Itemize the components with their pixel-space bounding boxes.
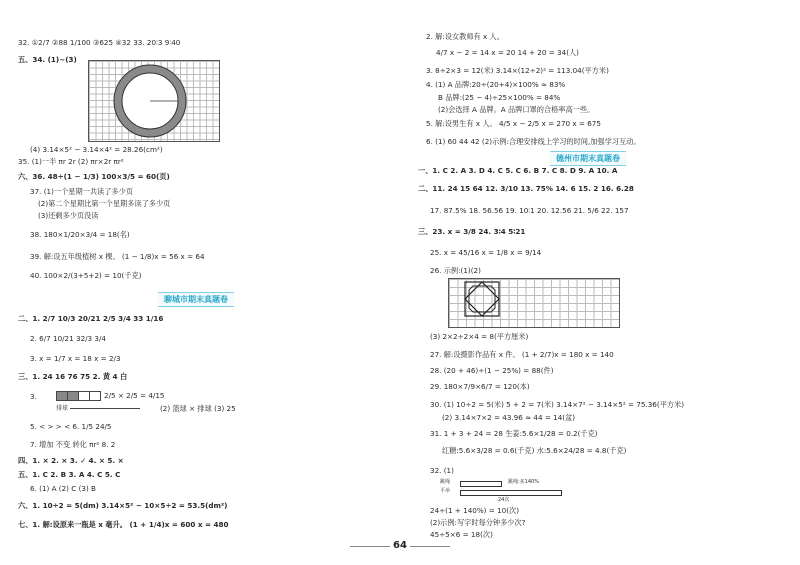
diagram-ballname: 排球 [56, 405, 69, 412]
r-q27: 27. 解:设摄影作品有 x 件。 (1 + 2/7)x = 180 x = 140 [430, 350, 614, 359]
section-five-q34: 五、34. (1)~(3) [18, 55, 77, 64]
r-q28: 28. (20 + 46)÷(1 − 25%) = 88(件) [430, 366, 554, 375]
sec7: 七、1. 解:设原来一瓶是 x 毫升。 (1 + 1/4)x = 600 x = 480 [18, 520, 229, 529]
sec6: 六、1. 10÷2 = 5(dm) 3.14×5² − 10×5÷2 = 53.5(dm²) [18, 501, 228, 510]
r-q6: 6. (1) 60 44 42 (2)示例:合理安排线上学习的时间,加强学习互动。 [426, 137, 641, 146]
inner-diamond [465, 282, 499, 316]
r-q31: 31. 1 + 3 + 24 = 28 生姜:5.6×1/28 = 0.2(千克) [430, 429, 598, 438]
r-q32-3: 45÷5×6 = 18(次) [430, 530, 493, 539]
r-q32-1: 24÷(1 + 140%) = 10(次) [430, 506, 520, 515]
r-q5: 5. 解:设男生有 x 人。 4/5 x − 2/5 x = 270 x = 675 [426, 119, 601, 128]
q40: 40. 100×2/(3+5+2) = 10(千克) [30, 271, 142, 280]
annulus-figure [88, 60, 218, 140]
r-q30-1: 30. (1) 10÷2 = 5(米) 5 + 2 = 7(米) 3.14×7² − 3.14×5² = 75.36(平方米) [430, 400, 685, 409]
r-q32-2: (2)示例:写字时每分钟多少次? [430, 518, 526, 527]
bar-label-1: 跳绳 [440, 479, 451, 485]
r-q29: 29. 180×7/9×6/7 = 120(本) [430, 382, 530, 391]
bar-top-label: 跳绳:多140% [508, 479, 539, 485]
r-sec2b: 17. 87.5% 18. 56.56 19. 10∶1 20. 12.56 21. 5/6 22. 157 [430, 206, 629, 215]
r-q4-b: B 品牌:(25 − 4)÷25×100% = 84% [438, 93, 561, 102]
sec3-q3-ans: (2) 篮球 × 排球 (3) 25 [160, 404, 236, 413]
fill-box-4 [89, 391, 101, 401]
r-q4-1: 4. (1) A 品牌:20÷(20+4)×100% ≈ 83% [426, 80, 566, 89]
page-number: 64 [393, 540, 407, 551]
sec2-q3: 3. x = 1/7 x = 18 x = 2/3 [30, 354, 121, 363]
r-sec3: 三、23. x = 3/8 24. 3∶4 5∶21 [418, 227, 526, 236]
q38: 38. 180×1/20×3/4 = 18(名) [30, 230, 130, 239]
q35: 35. (1)一半 πr 2r (2) πr×2r πr² [18, 157, 124, 166]
r-q2-eq: 4/7 x − 2 = 14 x = 20 14 + 20 = 34(人) [436, 48, 579, 57]
sec2-q1: 二、1. 2/7 10/3 20/21 2/5 3/4 33 1/16 [18, 314, 164, 323]
bar-label-2: 平举 [440, 488, 451, 494]
r-sec2: 二、11. 24 15 64 12. 3/10 13. 75% 14. 6 15. 2 16. 6.28 [418, 184, 634, 193]
r-q3: 3. 8÷2×3 = 12(米) 3.14×(12÷2)² = 113.04(平方米) [426, 66, 609, 75]
q37-1: 37. (1)一个星期一共读了多少页 [30, 187, 133, 196]
sec2-q2: 2. 6/7 10/21 32/3 3/4 [30, 334, 106, 343]
sec3-q5-6: 5. < > > < 6. 1/5 24/5 [30, 422, 112, 431]
q39: 39. 解:设五年级植树 x 棵。 (1 − 1/8)x = 56 x = 64 [30, 252, 205, 261]
r-q26-3: (3) 2×2÷2×4 = 8(平方厘米) [430, 332, 529, 341]
q32-33: 32. ①2/7 ②88 1/100 ③625 ④32 33. 20∶3 9∶40 [18, 38, 181, 47]
r-sec1: 一、1. C 2. A 3. D 4. C 5. C 6. B 7. C 8. D 9. A 10. A [418, 166, 618, 175]
q37-2: (2)第二个星期比第一个星期多读了多少页 [38, 199, 171, 208]
octagon-figure [448, 278, 618, 326]
octagon-shape [469, 286, 495, 312]
sec5: 五、1. C 2. B 3. A 4. C 5. C [18, 470, 121, 479]
r-q26: 26. 示例:(1)(2) [430, 266, 481, 275]
sec5-q6: 6. (1) A (2) C (3) B [30, 484, 96, 493]
r-q4-2: (2)会选择 A 品牌。A 品牌口罩的合格率高一些。 [438, 105, 595, 114]
right-column [400, 0, 800, 565]
bar-1 [460, 481, 502, 487]
q34-4: (4) 3.14×5² − 3.14×4² = 28.26(cm²) [30, 145, 163, 154]
sec3-q1-2: 三、1. 24 16 76 75 2. 黄 4 白 [18, 372, 128, 381]
outer-square [465, 282, 499, 316]
sec4: 四、1. × 2. × 3. ✓ 4. × 5. × [18, 456, 124, 465]
fraction-mult: 2/5 × 2/5 = 4/15 [104, 391, 165, 400]
bar-2 [460, 490, 562, 496]
banner-dezhou: 德州市期末真题卷 [550, 151, 626, 166]
r-q30-2: (2) 3.14×7×2 = 43.96 ≈ 44 = 14(盆) [442, 413, 576, 422]
r-q31b: 红糖:5.6×3/28 = 0.6(千克) 水:5.6×24/28 = 4.8(千克) [442, 446, 627, 455]
number-line [70, 408, 140, 409]
r-q32: 32. (1) [430, 466, 454, 475]
bar-bottom-label: 24次 [498, 497, 510, 503]
q36: 六、36. 48÷(1 − 1/3) 100×3/5 = 60(页) [18, 172, 170, 181]
sec3-q3-label: 3. [30, 392, 37, 401]
r-q2: 2. 解:设女教师有 x 人。 [426, 32, 504, 41]
banner-liaocheng: 聊城市期末真题卷 [158, 292, 234, 307]
q37-3: (3)还剩多少页没读 [38, 211, 99, 220]
r-q25: 25. x = 45/16 x = 1/8 x = 9/14 [430, 248, 542, 257]
sec3-q7-8: 7. 增加 不变 转化 πr² 8. 2 [30, 440, 116, 449]
